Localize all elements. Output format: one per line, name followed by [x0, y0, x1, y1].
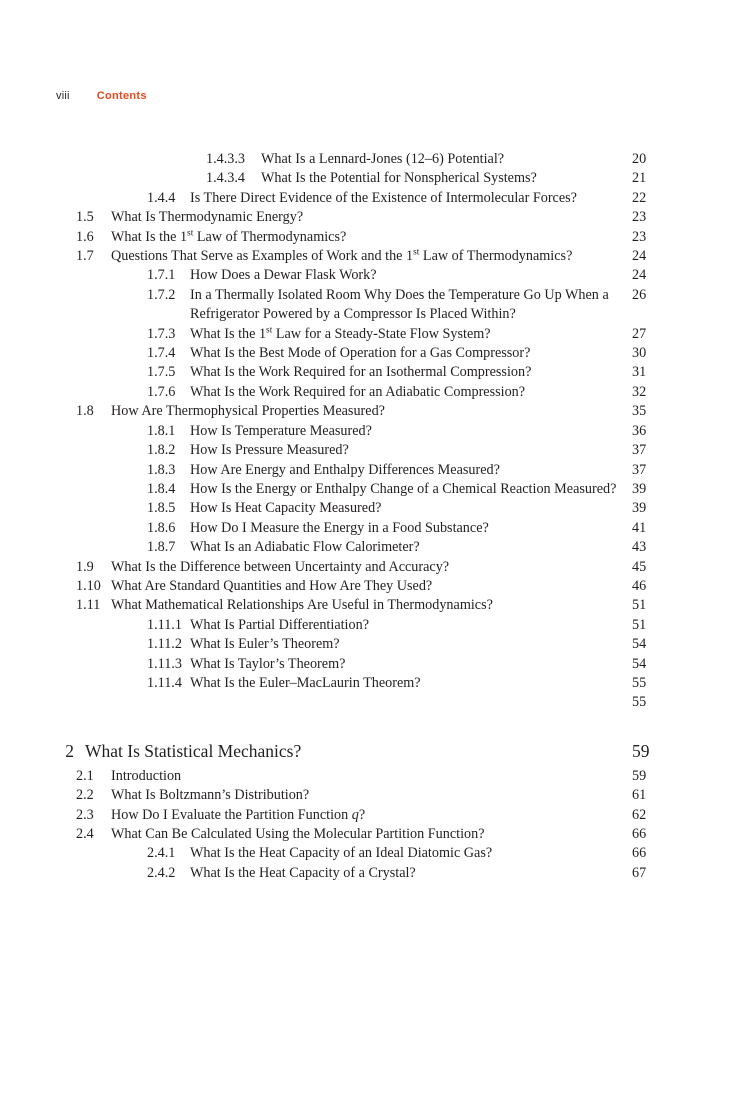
- toc-entry[interactable]: [56, 844, 678, 863]
- toc-entry-page: 67: [632, 864, 647, 881]
- toc-entry-title: What Is the 1st Law for a Steady-State Flow System?: [190, 324, 491, 342]
- toc-entry-number: 2.1: [76, 767, 94, 784]
- toc-entry-page: 43: [632, 539, 647, 556]
- toc-entry[interactable]: [56, 786, 678, 805]
- toc-entry-number: 1.7: [76, 248, 94, 265]
- toc-entry-number: 2.4.1: [147, 845, 176, 862]
- toc-entry-title: How Do I Measure the Energy in a Food Substance?: [190, 519, 489, 536]
- toc-entry-number: 1.7.1: [147, 267, 176, 284]
- toc-entry-page: 37: [632, 461, 647, 478]
- toc-entry-number: 1.7.6: [147, 383, 176, 400]
- toc-entry[interactable]: [56, 150, 678, 169]
- toc-entry-page: 51: [632, 597, 647, 614]
- toc-entry-number: 1.6: [76, 228, 94, 245]
- toc-entry-title: What Is the Heat Capacity of an Ideal Diatomic Gas?: [190, 845, 493, 862]
- toc-entry-number: 2.4.2: [147, 864, 176, 881]
- toc-entry[interactable]: [56, 806, 678, 825]
- toc-entry[interactable]: [56, 286, 678, 325]
- toc-entry-title: What Is the Potential for Nonspherical Systems?: [261, 170, 537, 187]
- toc-entry-number: 1.10: [76, 577, 101, 594]
- toc-entry[interactable]: [56, 577, 678, 596]
- toc-entry-title: What Is Taylor’s Theorem?: [190, 655, 346, 672]
- toc-entry-title: What Is Thermodynamic Energy?: [111, 209, 304, 226]
- toc-entry-page: 54: [632, 636, 647, 653]
- toc-entry[interactable]: [56, 441, 678, 460]
- toc-entry-number: 1.8.6: [147, 519, 176, 536]
- toc-entry[interactable]: [56, 499, 678, 518]
- toc-entry-title: What Are Standard Quantities and How Are They Used?: [111, 577, 433, 594]
- toc-entry-page: 66: [632, 845, 647, 862]
- toc-entry-page: 62: [632, 806, 647, 823]
- toc-entry[interactable]: [56, 325, 678, 344]
- toc-entry-number: 2: [65, 740, 74, 761]
- toc-entry-page: 51: [632, 616, 647, 633]
- toc-entry-page: 46: [632, 577, 647, 594]
- toc-entry-page: 39: [632, 500, 647, 517]
- toc-entry-title: How Is Heat Capacity Measured?: [190, 500, 382, 517]
- toc-entry-page: 35: [632, 403, 647, 420]
- toc-entry-page: 36: [632, 422, 647, 439]
- toc-entry-page: 55: [632, 694, 647, 711]
- toc-entry-page: 66: [632, 826, 647, 842]
- toc-entry-number: 1.5: [76, 209, 94, 226]
- toc-entry-title: Questions That Serve as Examples of Work and the 1st Law of Thermodynamics?: [111, 247, 573, 265]
- toc-entry-number: 1.9: [76, 558, 94, 575]
- toc-entry-title: What Is the Difference between Uncertainty and Accuracy?: [111, 558, 450, 575]
- toc-entry[interactable]: [56, 538, 678, 557]
- toc-entry-page: 26: [632, 286, 647, 303]
- toc-entry[interactable]: [56, 422, 678, 441]
- toc-entry-title: How Is the Energy or Enthalpy Change of a Chemical Reaction Measured?: [190, 480, 617, 497]
- toc-entry[interactable]: [56, 363, 678, 382]
- toc-entry[interactable]: [56, 635, 678, 654]
- toc-entry[interactable]: [56, 864, 678, 883]
- toc-entry-title: What Is Boltzmann’s Distribution?: [111, 787, 310, 804]
- toc-entry[interactable]: [56, 247, 678, 266]
- toc-entry-title: What Is the Work Required for an Isothermal Compression?: [190, 364, 532, 381]
- toc-entry-title: In a Thermally Isolated Room Why Does the Temperature Go Up When a Refrigerator Powered by a Compressor Is Placed Within?: [190, 286, 609, 323]
- toc-entry-title: What Is the Best Mode of Operation for a Gas Compressor?: [190, 345, 531, 362]
- toc-entry-title: What Is the Euler–MacLaurin Theorem?: [190, 674, 421, 691]
- toc-entry-title: What Mathematical Relationships Are Useful in Thermodynamics?: [111, 597, 493, 614]
- toc-entry-page: 59: [632, 767, 647, 784]
- toc-entry[interactable]: [56, 208, 678, 227]
- toc-entry-number: 2.2: [76, 787, 94, 804]
- toc-entry-number: 1.11.2: [147, 636, 182, 653]
- toc-entry[interactable]: [56, 480, 678, 499]
- toc-chapter-entry[interactable]: [56, 739, 678, 763]
- toc-entry[interactable]: [56, 402, 678, 421]
- toc-entry-number: 1.8.5: [147, 500, 176, 517]
- running-head: [56, 90, 676, 102]
- toc-entry-number: 1.11.3: [147, 655, 182, 672]
- toc-entry[interactable]: [56, 189, 678, 208]
- toc-entry-number: 1.4.3.4: [206, 170, 246, 187]
- running-head-title: Contents: [96, 90, 147, 102]
- toc-entry-page: 27: [632, 325, 647, 342]
- toc-entry-title: How Is Temperature Measured?: [190, 422, 372, 439]
- toc-entry-title: What Is Partial Differentiation?: [190, 616, 369, 633]
- toc-entry-title: How Do I Evaluate the Partition Function q?: [111, 806, 366, 823]
- toc-entry-number: 2.3: [76, 806, 94, 823]
- toc-entry[interactable]: [56, 461, 678, 480]
- toc-entry-number: 1.8.1: [147, 422, 176, 439]
- toc-entry-number: 1.7.2: [147, 286, 176, 303]
- toc-entry-title: What Is a Lennard-Jones (12–6) Potential?: [261, 151, 505, 167]
- toc-entry-number: 1.8.2: [147, 442, 176, 459]
- toc-entry-title: What Is the Heat Capacity of a Crystal?: [190, 864, 416, 881]
- toc-entry-number: 1.7.4: [147, 345, 176, 362]
- toc-entry-title: What Is Euler’s Theorem?: [190, 636, 340, 653]
- toc-entry-page: 23: [632, 209, 647, 226]
- toc-entry-title: How Does a Dewar Flask Work?: [190, 267, 377, 284]
- toc-entry-number: 1.7.5: [147, 364, 176, 381]
- toc-entry-page: 61: [632, 787, 647, 804]
- toc-entry-number: 1.8.4: [147, 480, 176, 497]
- toc-entry-page: 24: [632, 248, 647, 265]
- toc-entry-title: Introduction: [111, 767, 182, 784]
- toc-entry-title: Is There Direct Evidence of the Existence of Intermolecular Forces?: [190, 189, 577, 206]
- toc-entry-page: 22: [632, 189, 647, 206]
- toc-entry[interactable]: [56, 674, 678, 693]
- toc-entry-page: 32: [632, 383, 647, 400]
- toc-entry-title: What Is the 1st Law of Thermodynamics?: [111, 227, 347, 245]
- toc-entry[interactable]: [56, 693, 678, 712]
- toc-entry-page: 59: [632, 740, 650, 761]
- page-folio: viii: [56, 90, 70, 102]
- toc-entry-number: 1.11: [76, 597, 101, 614]
- toc-entry[interactable]: [56, 767, 678, 786]
- toc-entry[interactable]: [56, 558, 678, 577]
- toc-entry-title: What Is an Adiabatic Flow Calorimeter?: [190, 539, 420, 556]
- toc-entry-page: 21: [632, 170, 647, 187]
- toc-entry[interactable]: [56, 655, 678, 674]
- toc-entry-number: 2.4: [76, 826, 94, 842]
- toc-entry-number: 1.8: [76, 403, 94, 420]
- toc-entry-page: 20: [632, 151, 647, 167]
- toc-entry[interactable]: [56, 519, 678, 538]
- toc-entry[interactable]: [56, 228, 678, 247]
- toc-entry-number: 1.11.1: [147, 616, 182, 633]
- toc-entry[interactable]: [56, 344, 678, 363]
- toc-entry-page: 24: [632, 267, 647, 284]
- toc-entry-number: 1.7.3: [147, 325, 176, 342]
- toc-entry-number: 1.11.4: [147, 674, 182, 691]
- toc-entry-page: 37: [632, 442, 647, 459]
- toc-entry-number: 1.4.3.3: [206, 151, 246, 167]
- toc-entry-page: 23: [632, 228, 647, 245]
- toc-entry[interactable]: [56, 616, 678, 635]
- toc-entry[interactable]: [56, 383, 678, 402]
- toc-entry-page: 30: [632, 345, 647, 362]
- toc-entry-page: 45: [632, 558, 647, 575]
- toc-entry-title: How Are Energy and Enthalpy Differences Measured?: [190, 461, 500, 478]
- toc-entry-page: 39: [632, 480, 647, 497]
- toc-entry-page: 31: [632, 364, 647, 381]
- toc-entry-page: 54: [632, 655, 647, 672]
- toc-entry[interactable]: [56, 825, 678, 844]
- toc-entry-number: 1.8.3: [147, 461, 176, 478]
- toc-entry[interactable]: [56, 596, 678, 615]
- toc-entry-title: How Are Thermophysical Properties Measured?: [111, 403, 385, 420]
- toc-entry-page: 41: [632, 519, 647, 536]
- toc-entry-title: How Is Pressure Measured?: [190, 442, 349, 459]
- toc-entry[interactable]: [56, 169, 678, 188]
- toc-entry-title: What Can Be Calculated Using the Molecular Partition Function?: [111, 826, 485, 842]
- toc-entry-title: What Is the Work Required for an Adiabatic Compression?: [190, 383, 526, 400]
- toc-entry-title: What Is Statistical Mechanics?: [85, 740, 302, 761]
- table-of-contents: [56, 150, 678, 883]
- toc-entry-page: 55: [632, 674, 647, 691]
- toc-entry-number: 1.4.4: [147, 189, 176, 206]
- toc-entry-number: 1.8.7: [147, 539, 176, 556]
- toc-entry[interactable]: [56, 266, 678, 285]
